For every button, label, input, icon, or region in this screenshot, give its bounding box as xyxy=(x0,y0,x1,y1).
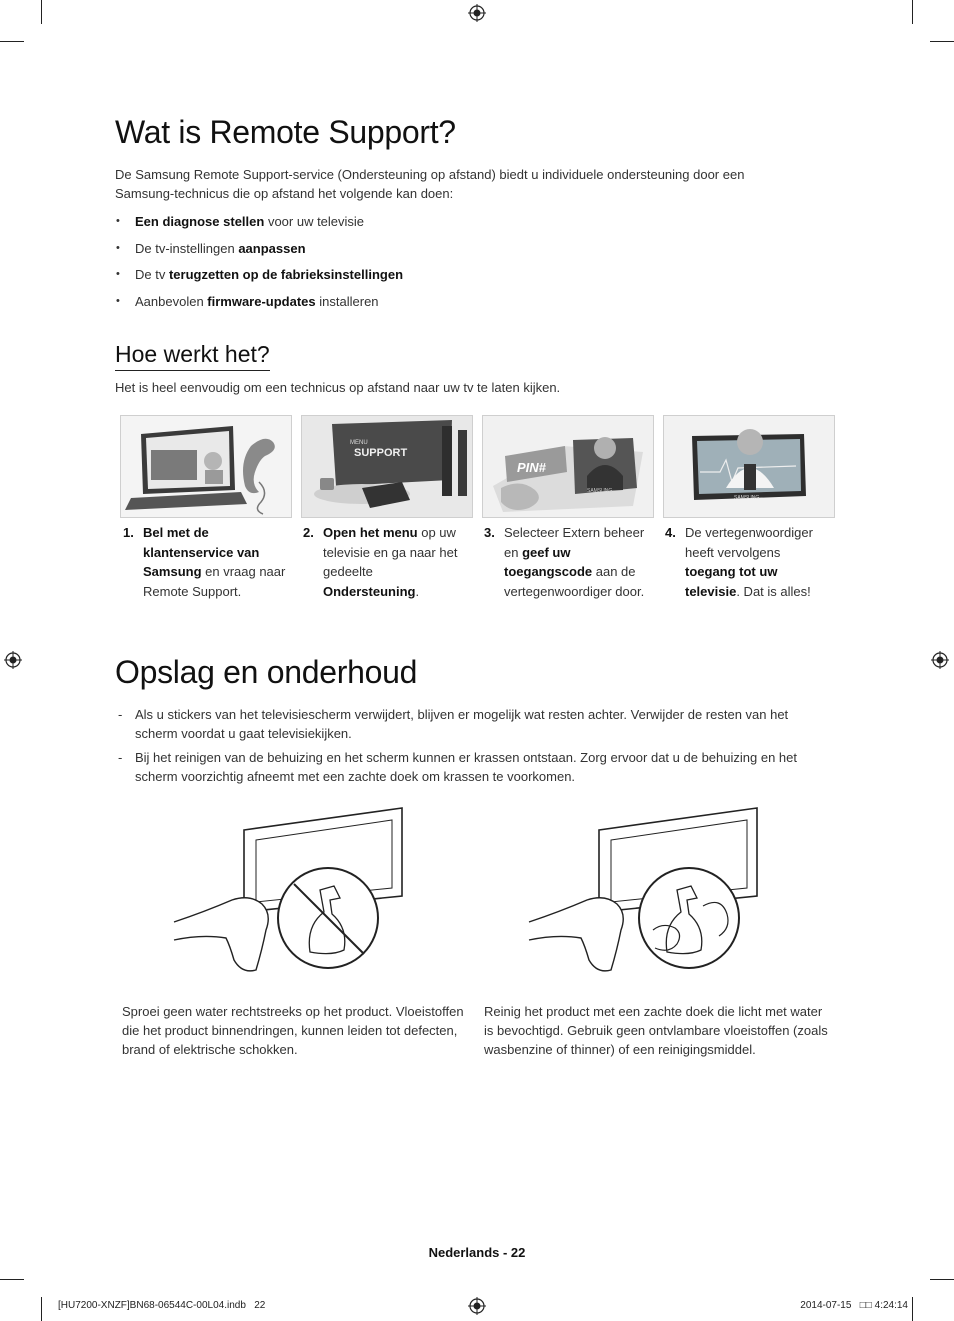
section-title-how-it-works: Hoe werkt het? xyxy=(115,341,270,371)
crop-mark xyxy=(41,1297,42,1321)
illustration-no-spray xyxy=(170,804,420,974)
maintenance-list xyxy=(115,705,810,791)
menu-label: MENU xyxy=(350,440,368,446)
feature-list xyxy=(115,212,805,318)
step-1: 1. Bel met de klantenservice van Samsung en vraag naar Remote Support. xyxy=(123,525,286,599)
print-timestamp: 2014-07-15 □□ 4:24:14 xyxy=(800,1300,908,1311)
intro-paragraph: De Samsung Remote Support-service (Ondersteuning op afstand) biedt u individuele ondersteuning door een Samsung-technicus die op afstand het volgende kan doen: xyxy=(115,167,745,201)
crop-mark xyxy=(930,41,954,42)
pin-label: PIN# xyxy=(517,460,546,475)
file-info: [HU7200-XNZF]BN68-06544C-00L04.indb 22 xyxy=(58,1300,266,1311)
step-2: 2. Open het menu op uw televisie en ga naar het gedeelte Ondersteuning. xyxy=(303,525,458,599)
crop-mark xyxy=(912,0,913,24)
illustration-menu-support xyxy=(301,415,473,518)
step-4: 4. De vertegenwoordiger heeft vervolgens toegang tot uw televisie. Dat is alles! xyxy=(665,525,813,599)
section-title-storage-maintenance: Opslag en onderhoud xyxy=(115,654,418,690)
caption-wipe: Reinig het product met een zachte doek die licht met water is bevochtigd. Gebruik geen ontvlambare vloeistoffen (zoals wasbenzine of thinner) of een reinigingsmiddel. xyxy=(484,1004,828,1057)
registration-mark-icon xyxy=(468,4,486,22)
illustration-pin-code xyxy=(482,415,654,518)
list-item: - Bij het reinigen van de behuizing en het scherm kunnen er krassen ontstaan. Zorg ervoor dat u de behuizing en het scherm voorzichtig afneemt met een zachte doek om krassen te voorkomen. xyxy=(115,748,810,786)
registration-mark-icon xyxy=(468,1297,486,1315)
section-title-remote-support: Wat is Remote Support? xyxy=(115,114,456,150)
how-intro-paragraph: Het is heel eenvoudig om een technicus op afstand naar uw tv te laten kijken. xyxy=(115,380,561,395)
samsung-brand-tv: SAMSUNG xyxy=(734,495,760,501)
illustration-wipe-cloth xyxy=(525,804,775,974)
list-item: • De tv terugzetten op de fabrieksinstellingen xyxy=(115,265,805,292)
list-item: • Aanbevolen firmware-updates installeren xyxy=(115,292,805,319)
crop-mark xyxy=(0,1279,24,1280)
page-label: Nederlands - 22 xyxy=(428,1245,526,1260)
caption-no-spray: Sproei geen water rechtstreeks op het product. Vloeistoffen die het product binnendringen, kunnen leiden tot defecten, brand of elektrische schokken. xyxy=(122,1004,464,1057)
crop-mark xyxy=(41,0,42,24)
registration-mark-icon xyxy=(931,651,949,669)
step-3: 3. Selecteer Extern beheer en geef uw toegangscode aan de vertegenwoordiger door. xyxy=(484,525,645,599)
registration-mark-icon xyxy=(4,651,22,669)
illustration-laptop-phone xyxy=(120,415,292,518)
support-label: SUPPORT xyxy=(354,447,408,459)
list-item: • Een diagnose stellen voor uw televisie xyxy=(115,212,805,239)
list-item: - Als u stickers van het televisiescherm verwijdert, blijven er mogelijk wat resten achter. Verwijder de resten van het scherm voordat u gaat televisiekijken. xyxy=(115,705,810,743)
list-item: • De tv-instellingen aanpassen xyxy=(115,239,805,266)
samsung-brand: SAMSUNG xyxy=(587,488,613,494)
illustration-remote-access xyxy=(663,415,835,518)
crop-mark xyxy=(0,41,24,42)
crop-mark xyxy=(930,1279,954,1280)
crop-mark xyxy=(912,1297,913,1321)
